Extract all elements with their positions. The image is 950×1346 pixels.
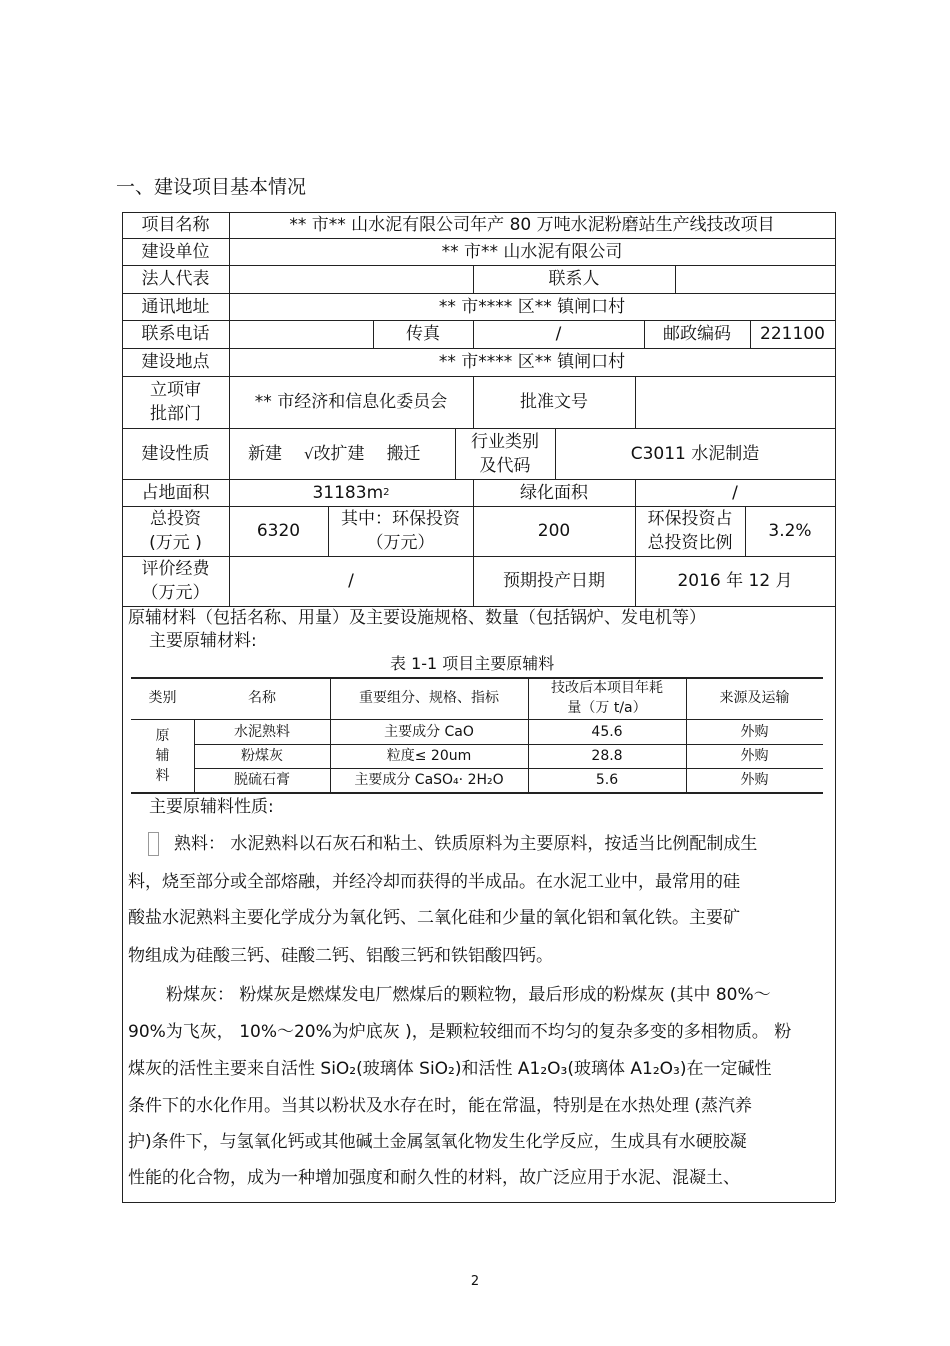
area-label: 占地面积 [141, 482, 210, 503]
mat-category-char1: 原 [155, 727, 170, 744]
site-value: ** 市**** 区** 镇闸口村 [438, 352, 626, 372]
table-row-amount: 28.8 [591, 748, 623, 764]
env-investment-label [328, 506, 473, 556]
mat-header-source: 来源及运输 [719, 690, 790, 706]
paragraph-line: 酸盐水泥熟料主要化学成分为氧化钙、二氧化硅和少量的氧化铝和氧化铁。主要矿 [128, 908, 740, 928]
page-number: 2 [470, 1274, 480, 1289]
env-investment-value: 200 [537, 521, 571, 541]
industry-label-line2: 及代码 [479, 455, 531, 476]
env-ratio-label-line2: 总投资比例 [647, 533, 733, 553]
green-label: 绿化面积 [520, 482, 588, 503]
approval-label-line1: 立项审 [150, 380, 201, 400]
table-row-amount: 5.6 [595, 772, 619, 788]
area-value [229, 479, 473, 506]
nature-option-relocate: 搬迁 [386, 443, 421, 464]
nature-option-new: 新建 [248, 443, 282, 464]
address-label: 通讯地址 [141, 296, 210, 317]
env-investment-label-line2: （万元） [366, 533, 435, 553]
builder-label: 建设单位 [141, 241, 210, 262]
area-value-number: 31183m [312, 482, 384, 503]
mat-header-amount [528, 677, 686, 719]
site-label: 建设地点 [141, 352, 210, 372]
materials-heading: 原辅材料（包括名称、用量）及主要设施规格、数量（包括锅炉、发电机等） [128, 608, 706, 628]
env-ratio-label [635, 506, 745, 556]
table-row-spec: 主要成分 CaO [384, 723, 474, 740]
project-name-label: 项目名称 [141, 215, 210, 235]
eval-label-line1: 评价经费 [141, 559, 210, 579]
paragraph-line: 性能的化合物，成为一种增加强度和耐久性的材料，故广泛应用于水泥、混凝土、 [128, 1168, 740, 1188]
table-row-spec: 粒度≤ 20um [386, 748, 472, 764]
phone-value [229, 320, 373, 348]
table-border-right [835, 212, 836, 1202]
fax-label: 传真 [406, 324, 440, 344]
properties-heading: 主要原辅料性质: [149, 797, 274, 817]
paragraph-line: 物组成为硅酸三钙、硅酸二钙、铝酸三钙和铁铝酸四钙。 [128, 946, 553, 966]
approval-doc-value [635, 376, 835, 428]
table-row-amount: 45.6 [591, 723, 623, 740]
check-mark-icon: √ [304, 444, 314, 463]
investment-value: 6320 [256, 521, 301, 541]
env-ratio-value: 3.2% [768, 521, 812, 541]
mat-category [131, 719, 194, 792]
eval-label [122, 556, 229, 606]
paragraph-line: 煤灰的活性主要来自活性 SiO₂(玻璃体 SiO₂)和活性 A1₂O₃(玻璃体 A1₂O₃)在一定碱性 [128, 1059, 772, 1079]
contact-value [675, 265, 835, 293]
table-row-source: 外购 [740, 748, 769, 764]
project-name-value: ** 市** 山水泥有限公司年产 80 万吨水泥粉磨站生产线技改项目 [289, 215, 775, 235]
industry-value: C3011 水泥制造 [630, 443, 760, 464]
mat-category-char2: 辅 [155, 747, 170, 764]
nature-option-expand: 改扩建 [313, 443, 365, 464]
approval-doc-label: 批准文号 [520, 392, 588, 412]
phone-label: 联系电话 [141, 324, 210, 344]
contact-label: 联系人 [548, 269, 600, 289]
table-row-name: 脱硫石膏 [234, 772, 290, 788]
approval-label-line2: 批部门 [150, 404, 201, 424]
table-row-source: 外购 [740, 772, 769, 788]
postal-value: 221100 [760, 324, 825, 344]
mat-category-char3: 料 [155, 767, 170, 784]
eval-label-line2: （万元） [141, 583, 210, 603]
table-caption: 表 1-1 项目主要原辅料 [390, 654, 555, 673]
paragraph-line: 熟料： 水泥熟料以石灰石和粘土、铁质原料为主要原料，按适当比例配制成生 [174, 834, 758, 854]
bullet-box-icon [148, 832, 159, 856]
industry-label [455, 428, 555, 479]
paragraph-line: 料，烧至部分或全部熔融，并经冷却而获得的半成品。在水泥工业中，最常用的硅 [128, 872, 740, 892]
approval-label [122, 376, 229, 428]
section-title: 一、建设项目基本情况 [116, 176, 307, 198]
area-unit-superscript: 2 [383, 486, 390, 498]
postal-label: 邮政编码 [663, 324, 731, 344]
mat-header-name: 名称 [248, 690, 276, 706]
paragraph-line: 90%为飞灰， 10%～20%为炉底灰 )，是颗粒较细而不均匀的复杂多变的多相物质。 粉 [128, 1022, 792, 1042]
env-investment-label-line1: 其中：环保投资 [341, 509, 460, 529]
eval-value: / [348, 571, 354, 591]
nature-label: 建设性质 [141, 443, 210, 464]
legal-rep-value [229, 265, 473, 293]
paragraph-line: 粉煤灰： 粉煤灰是燃煤发电厂燃煤后的颗粒物，最后形成的粉煤灰 (其中 80%～ [166, 985, 771, 1005]
paragraph-line: 条件下的水化作用。当其以粉状及水存在时，能在常温，特别是在水热处理 (蒸汽养 [128, 1096, 753, 1116]
green-value: / [732, 482, 738, 503]
investment-label-line2: (万元 ) [149, 533, 202, 553]
mat-header-amount-line2: 量（万 t/a） [567, 700, 647, 716]
table-row-spec: 主要成分 CaSO₄· 2H₂O [354, 772, 504, 788]
paragraph-line: 护)条件下，与氢氧化钙或其他碱土金属氢氧化物发生化学反应，生成具有水硬胶凝 [128, 1132, 747, 1152]
mat-header-amount-line1: 技改后本项目年耗 [551, 680, 663, 696]
table-row-source: 外购 [740, 723, 769, 740]
materials-subheading: 主要原辅材料: [149, 631, 257, 651]
env-ratio-label-line1: 环保投资占 [647, 509, 733, 529]
mat-header-spec: 重要组分、规格、指标 [359, 690, 499, 706]
nature-options [229, 428, 455, 479]
mat-header-category: 类别 [148, 690, 177, 706]
legal-rep-label: 法人代表 [141, 269, 210, 289]
industry-label-line1: 行业类别 [471, 431, 539, 452]
fax-value: / [555, 324, 562, 344]
builder-value: ** 市** 山水泥有限公司 [441, 241, 623, 262]
production-date-value: 2016 年 12 月 [677, 571, 793, 591]
investment-label-line1: 总投资 [150, 509, 201, 529]
table-border-bottom [122, 1202, 835, 1203]
table-row-name: 水泥熟料 [234, 723, 290, 740]
approval-value: ** 市经济和信息化委员会 [254, 392, 448, 412]
address-value: ** 市**** 区** 镇闸口村 [438, 296, 626, 317]
table-row-name: 粉煤灰 [241, 748, 283, 764]
investment-label [122, 506, 229, 556]
production-date-label: 预期投产日期 [503, 571, 605, 591]
